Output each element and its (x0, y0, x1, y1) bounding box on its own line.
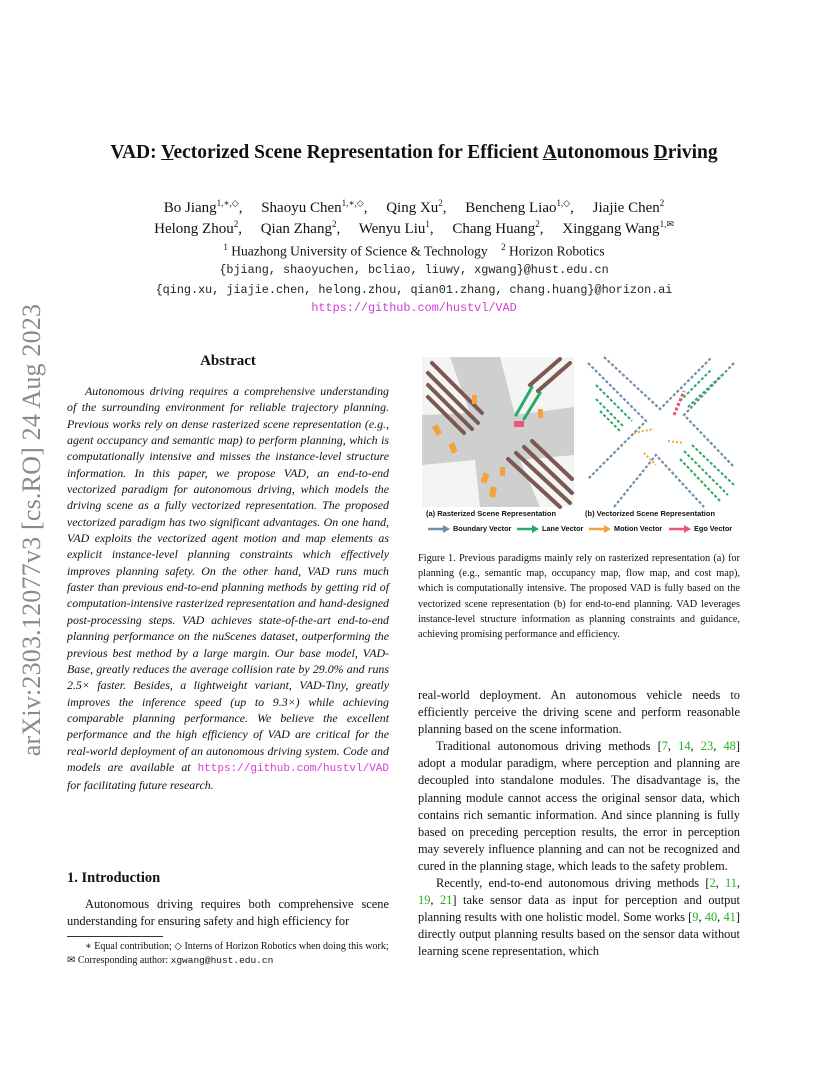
affiliations: $^1$ Huazhong University of Science & Technology $^2$ Horizon Robotics (223, 242, 605, 259)
author-name: Helong Zhou$^2$ (154, 219, 239, 237)
footnote: ∗ Equal contribution; ◇ Interns of Horizon Robotics when doing this work; ✉ Corresponding author: xgwang@hust.edu.cn (67, 941, 389, 966)
introduction-heading: 1. Introduction (67, 870, 161, 886)
author-name: Qian Zhang$^2$ (260, 219, 337, 237)
citation-link[interactable]: 7 (661, 739, 668, 754)
citation-link[interactable]: 21 (439, 893, 453, 908)
github-link[interactable]: https://github.com/hustvl/VAD (311, 301, 517, 315)
author-name: Qing Xu$^2$ (386, 198, 443, 216)
author-name: Shaoyu Chen$^{1,∗,◇}$ (261, 198, 364, 216)
author-name: Bencheng Liao$^{1,◇}$ (465, 198, 571, 216)
figure-sublabel-a: (a) Rasterized Scene Representation (426, 509, 557, 518)
introduction-text: Autonomous driving requires both comprehensive scene understanding for ensuring safety and high efficiency for (67, 897, 389, 928)
arrow-icon (517, 525, 539, 533)
legend-item: Ego Vector (669, 524, 732, 533)
rasterized-panel (422, 357, 574, 507)
author-name: Bo Jiang$^{1,∗,◇}$ (163, 198, 239, 216)
author-name: Wenyu Liu$^1$ (358, 219, 430, 237)
legend-item: Boundary Vector (428, 524, 511, 533)
citation-link[interactable]: 19 (418, 893, 431, 908)
citation-link[interactable]: 14 (678, 739, 691, 754)
paper-title: VAD: Vectorized Scene Representation for Efficient Autonomous Driving (110, 142, 718, 163)
abstract-text: Autonomous driving requires a comprehensive understanding of the surrounding environment for reliable trajectory planning. Previous works rely on dense rasterized scene representation (e.g., agent occupancy and semantic map) to perform planning, which is computationally intensive and misses the instance-level structure information. In this paper, we propose VAD, an end-to-end vectorized paradigm for autonomous driving, which models the driving scene as a fully vectorized representation. The proposed vectorized paradigm has two significant advantages. On one hand, VAD exploits the vectorized agent motion and map elements as explicit instance-level planning constraints which effectively improves planning safety. On the other hand, VAD runs much faster than previous end-to-end planning methods by getting rid of computation-intensive rasterized representation and hand-designed post-processing steps. VAD achieves state-of-the-art end-to-end planning performance on the nuScenes dataset, outperforming the previous best method by a large margin. Our base model, VAD-Base, greatly reduces the average collision rate by 29.0% and runs 2.5× faster. Besides, a lightweight variant, VAD-Tiny, greatly improves the inference speed (up to 9.3×) while achieving comparable planning performance. We believe the excellent performance and the high efficiency of VAD are critical for the real-world deployment of an autonomous driving system. Code and models are available at https://github.com/hustvl/VAD for facilitating future research. (67, 384, 389, 793)
arrow-icon (428, 525, 450, 533)
abstract-heading: Abstract (200, 353, 256, 369)
arxiv-identifier: arXiv:2303.12077v3 [cs.RO] 24 Aug 2023 (17, 303, 46, 757)
arrow-icon (669, 525, 691, 533)
figure-caption: Figure 1. Previous paradigms mainly rely on rasterized representation (a) for planning (e.g., semantic map, occupancy map, flow map, and cost map), which is computationally intensive. The proposed VAD is fully based on the vectorized scene representation (b) for end-to-end planning. VAD leverages instance-level structure information as planning constraints and guidance, achieving promising performance and efficiency. (418, 553, 740, 641)
authors-line-1: Bo Jiang$^{1,∗,◇}$, Shaoyu Chen$^{1,∗,◇}$, Qing Xu$^2$, Bencheng Liao$^{1,◇}$, Jiajie Chen$^2$ (163, 198, 665, 216)
footnote-rule (67, 936, 163, 937)
right-column-text: real-world deployment. An autonomous vehicle needs to efficiently perceive the driving scene and perform reasonable planning based on the scene information. Traditional autonomous driving methods [7, 14, 23, 48] adopt a modular paradigm, where perception and planning are decoupled into standalone modules. The disadvantage is, the planning module cannot access the original sensor data, which contains rich semantic information. And since planning is fully based on preceding perception results, the error in perception may severely influence planning and can not be recognized and cured in the planning stage, which leads to the safety problem. Recently, end-to-end autonomous driving methods [2, 11, 19, 21] take sensor data as input for perception and output planning results with one holistic model. Some works [9, 40, 41] directly output planning results based on the sensor data without learning scene representation, which (418, 688, 740, 959)
citation-link[interactable]: 48 (723, 739, 736, 754)
email-line-2: {qing.xu, jiajie.chen, helong.zhou, qian01.zhang, chang.huang}@horizon.ai (155, 283, 673, 297)
citation-link[interactable]: 11 (724, 876, 737, 891)
code-link[interactable]: https://github.com/hustvl/VAD (197, 762, 389, 775)
legend-item: Lane Vector (517, 524, 583, 533)
arrow-icon (589, 525, 611, 533)
email-line-1: {bjiang, shaoyuchen, bcliao, liuwy, xgwang}@hust.edu.cn (219, 263, 609, 277)
legend-item: Motion Vector (589, 524, 662, 533)
citation-link[interactable]: 41 (723, 910, 736, 925)
figure-sublabel-b: (b) Vectorized Scene Representation (585, 509, 716, 518)
author-name: Chang Huang$^2$ (452, 219, 540, 237)
citation-link[interactable]: 23 (700, 739, 714, 754)
citation-link[interactable]: 9 (692, 910, 699, 925)
citation-link[interactable]: 40 (704, 910, 718, 925)
vectorized-panel (584, 357, 736, 507)
authors-line-2: Helong Zhou$^2$, Qian Zhang$^2$, Wenyu Liu$^1$, Chang Huang$^2$, Xinggang Wang$^{1,✉}$ (154, 219, 674, 237)
author-name: Jiajie Chen$^2$ (592, 198, 665, 216)
author-name: Xinggang Wang$^{1,✉}$ (562, 219, 674, 237)
citation-link[interactable]: 2 (709, 876, 716, 891)
